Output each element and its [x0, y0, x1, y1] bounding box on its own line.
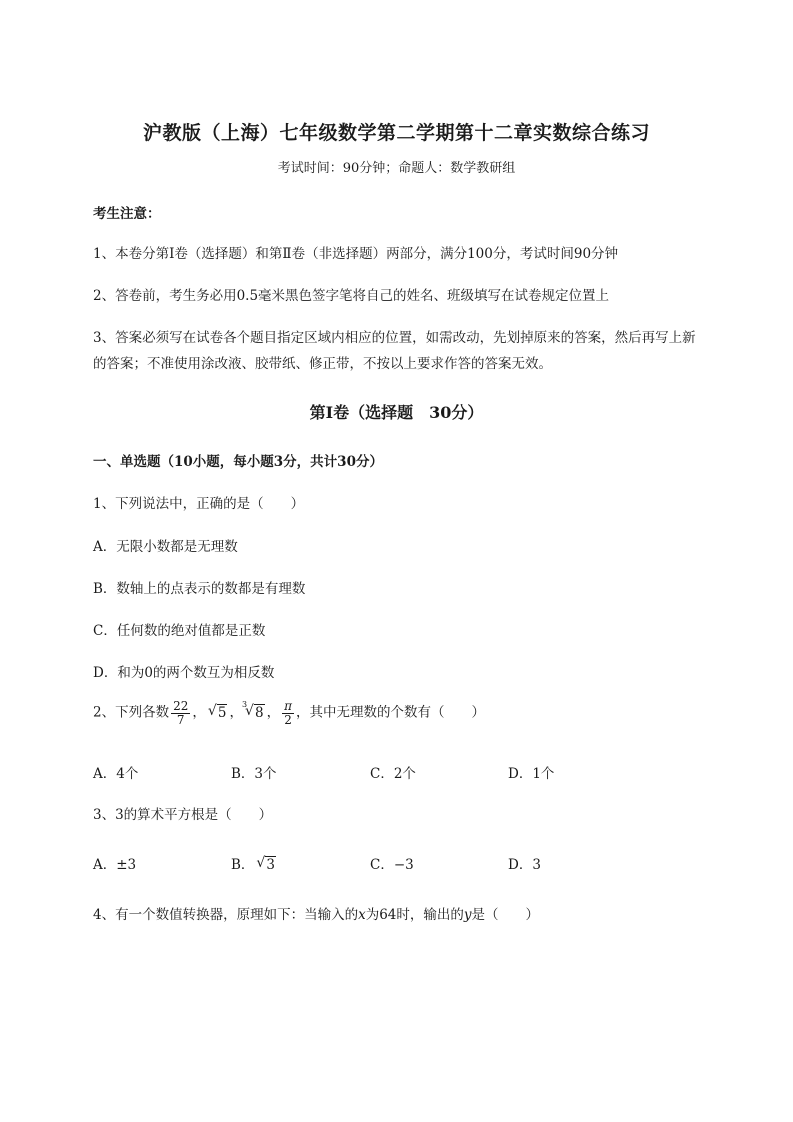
fraction-denominator: 2: [284, 712, 292, 727]
separator: ，: [192, 704, 206, 721]
radical-sign-icon: √: [207, 702, 217, 719]
question-2-prefix: 2、下列各数: [93, 704, 170, 721]
question-4-stem: [93, 903, 539, 923]
question-2-option-a: A．4个: [93, 766, 139, 782]
fraction-denominator: 7: [176, 712, 185, 727]
question-2-option-c: C．2个: [370, 766, 416, 782]
section-heading: 一、单选题（10小题，每小题3分，共计30分）: [93, 454, 383, 470]
separator: ，: [266, 704, 281, 721]
question-4-text: 为64时，输出的: [365, 907, 464, 923]
square-root-5: [207, 702, 228, 721]
square-root-3: [256, 857, 276, 873]
fraction-numerator: π: [284, 699, 292, 713]
part-title: 第I卷（选择题 30分）: [309, 403, 484, 422]
question-4-text: 是（ ）: [471, 907, 540, 923]
radical-sign-icon: √: [244, 702, 254, 719]
question-2-option-d: D．1个: [508, 766, 555, 782]
question-2-stem: [93, 700, 485, 726]
notice-item-continued: 的答案；不准使用涂改液、胶带纸、修正带，不按以上要求作答的答案无效。: [93, 356, 552, 372]
question-4-text: 4、有一个数值转换器，原理如下：当输入的: [93, 907, 359, 923]
fraction-pi-over-2: [282, 700, 294, 726]
question-3-stem: 3、3的算术平方根是（ ）: [93, 807, 273, 823]
notice-item: 3、答案必须写在试卷各个题目指定区域内相应的位置，如需改动，先划掉原来的答案，然后再写上新: [93, 330, 696, 346]
page-title: 沪教版（上海）七年级数学第二学期第十二章实数综合练习: [142, 122, 650, 144]
fraction-22-over-7: [171, 700, 190, 726]
notice-item: 1、本卷分第I卷（选择题）和第Ⅱ卷（非选择题）两部分，满分100分，考试时间90分钟: [93, 246, 619, 262]
separator: ，: [229, 704, 243, 721]
radicand: 8: [254, 704, 264, 721]
radicand: 5: [217, 704, 227, 721]
question-2-option-b: B．3个: [231, 766, 277, 782]
variable-y: y: [463, 907, 472, 923]
exam-info: 考试时间：90分钟；命题人：数学教研组: [277, 161, 516, 176]
question-3-option-b: [231, 853, 278, 873]
question-1-option-d: D．和为0的两个数互为相反数: [93, 665, 275, 681]
question-2-suffix: ，其中无理数的个数有（ ）: [295, 704, 485, 721]
cube-root-8: [241, 699, 265, 721]
option-label: B．: [231, 857, 255, 873]
question-3-option-c: C．−3: [370, 857, 414, 873]
question-3-option-a: A．±3: [93, 857, 137, 873]
root-index: 3: [241, 699, 248, 709]
question-1-option-c: C．任何数的绝对值都是正数: [93, 623, 266, 639]
variable-x: x: [358, 907, 366, 923]
question-3-option-d: D．3: [508, 857, 541, 873]
question-1-stem: 1、下列说法中，正确的是（ ）: [93, 496, 305, 512]
question-1-option-b: B．数轴上的点表示的数都是有理数: [93, 581, 306, 597]
fraction-numerator: 22: [173, 699, 189, 713]
radicand: 3: [266, 857, 276, 873]
radical-sign-icon: √: [256, 855, 266, 871]
notice-heading: 考生注意：: [93, 206, 161, 222]
notice-item: 2、答卷前，考生务必用0.5毫米黑色签字笔将自己的姓名、班级填写在试卷规定位置上: [93, 288, 610, 304]
question-1-option-a: A．无限小数都是无理数: [93, 539, 238, 555]
